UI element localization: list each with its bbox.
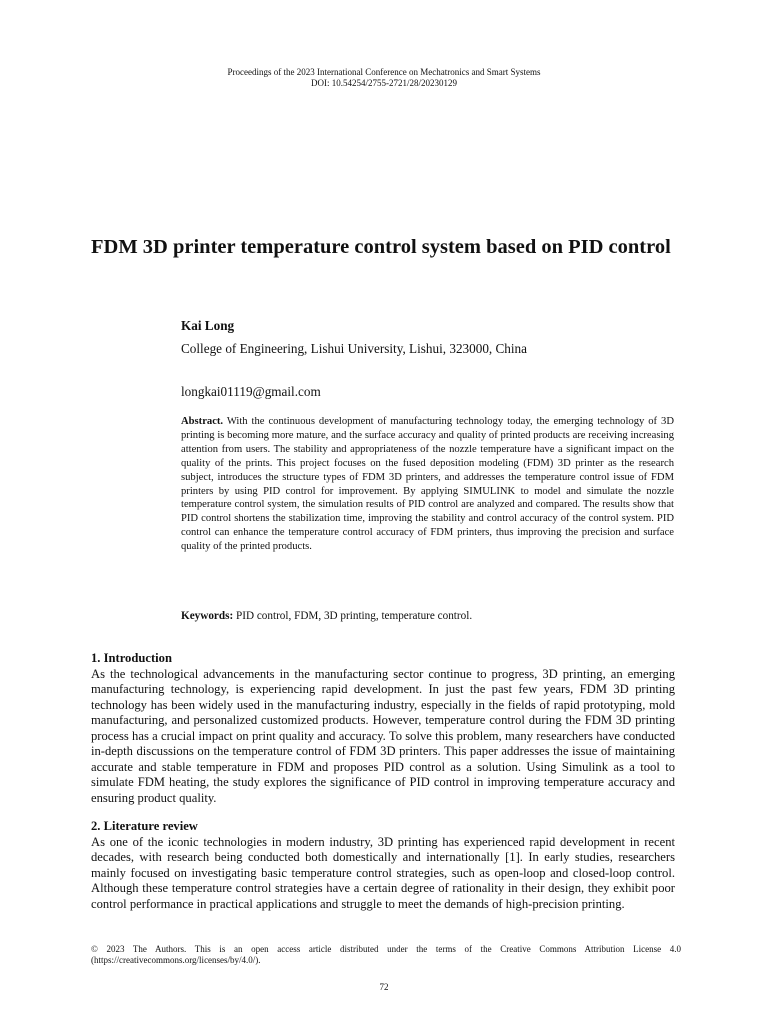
section-body: As the technological advancements in the manufacturing sector continue to progress, 3D printing, an emerging manufacturing technology, is experiencing rapid development. In just the past few years, FDM 3D printing technology has been widely used in the manufacturing industry, especially in the fields of rapid prototyping, mold manufacturing, and personalized customized products. However, temperature control during the FDM 3D printing process has a crucial impact on print quality and accuracy. To solve this problem, many researchers have conducted in-depth discussions on the temperature control of FDM 3D printers. This paper addresses the issue of maintaining accurate and stable temperature in FDM and proposes PID control as a solution. Using Simulink as a tool to simulate FDM heating, the study explores the significance of PID control in improving temperature accuracy and ensuring product quality.	[91, 666, 675, 805]
license-footnote: © 2023 The Authors. This is an open access article distributed under the terms of the Creative Commons Attribution License 4.0 (https://creativecommons.org/licenses/by/4.0/).	[91, 944, 681, 965]
section-literature-review	[91, 819, 675, 912]
doi-line: DOI: 10.54254/2755-2721/28/20230129	[311, 78, 457, 88]
section-introduction	[91, 651, 675, 806]
section-body: As one of the iconic technologies in modern industry, 3D printing has experienced rapid development in recent decades, with research being conducted both domestically and internationally [1]. In early studies, researchers mainly focused on investigating basic temperature control strategies, such as open-loop and closed-loop control. Although these temperature control strategies have a certain degree of rationality in their design, they exhibit poor control performance in practical applications and struggle to meet the demands of high-precision printing.	[91, 834, 675, 911]
proceedings-line: Proceedings of the 2023 International Conference on Mechatronics and Smart Systems	[227, 67, 541, 77]
running-header	[0, 67, 768, 89]
paper-title: FDM 3D printer temperature control system based on PID control	[91, 236, 671, 258]
author-affiliation: College of Engineering, Lishui University, Lishui, 323000, China	[181, 341, 528, 356]
section-heading: 2. Literature review	[91, 819, 198, 833]
abstract-text: With the continuous development of manufacturing technology today, the emerging technology of 3D printing is becoming more mature, and the surface accuracy and quality of printed products are receiving increasing attention from users. The stability and appropriateness of the nozzle temperature have a significant impact on the quality of the prints. This project focuses on the fused deposition modeling (FDM) 3D printer as the research subject, introduces the structure types of FDM 3D printers, and addresses the temperature control issue of FDM printers by using PID control for improvement. By applying SIMULINK to model and simulate the nozzle temperature control system, the simulation results of PID control are analyzed and compared. The results show that PID control shortens the stabilization time, improving the stability and control accuracy of the control system. PID control can enhance the temperature control accuracy of FDM printers, thus improving the precision and surface quality of the printed products.	[181, 416, 674, 553]
author-email: longkai01119@gmail.com	[181, 384, 321, 399]
keywords-text: PID control, FDM, 3D printing, temperature control.	[236, 610, 473, 622]
abstract-label: Abstract.	[181, 416, 224, 427]
keywords-label: Keywords:	[181, 610, 234, 622]
page-number: 72	[379, 982, 389, 992]
abstract	[181, 415, 674, 554]
keywords	[181, 609, 674, 623]
author-name: Kai Long	[181, 318, 235, 333]
author-block	[181, 316, 681, 359]
section-heading: 1. Introduction	[91, 651, 172, 665]
